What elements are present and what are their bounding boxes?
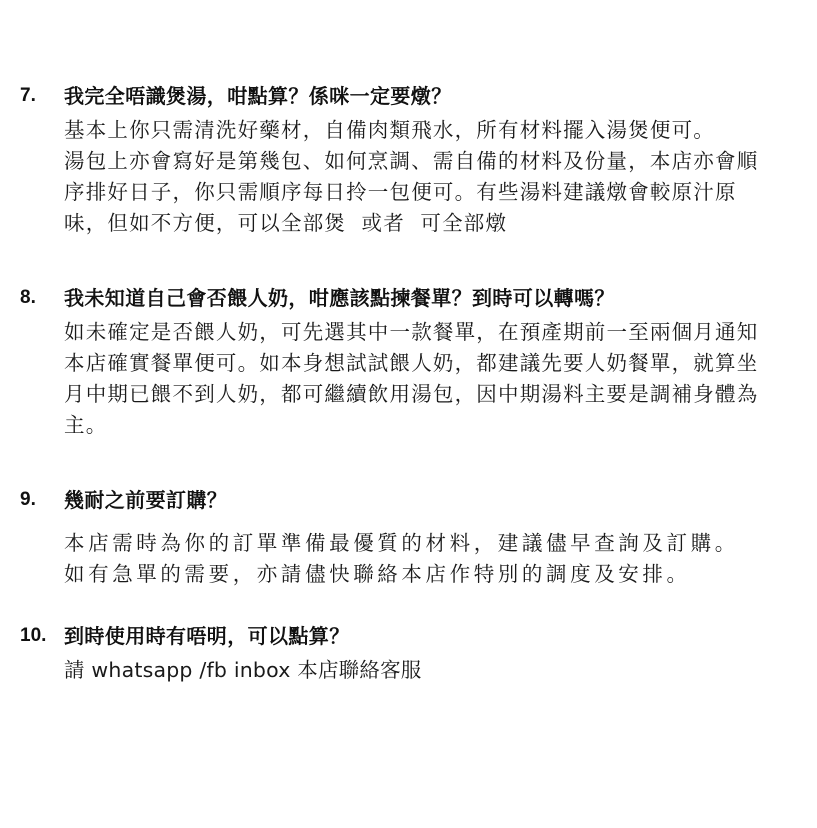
answer-line: 序排好日子，你只需順序每日拎一包便可。有些湯料建議燉會較原汁原	[64, 180, 737, 204]
answer-line: 主。	[64, 413, 108, 437]
answer-line: 如有急單的需要，亦請儘快聯絡本店作特別的調度及安排。	[64, 562, 691, 586]
faq-number: 10.	[20, 625, 47, 646]
faq-answer	[64, 655, 799, 686]
answer-line: 月中期已餵不到人奶，都可繼續飲用湯包，因中期湯料主要是調補身體為	[64, 382, 759, 406]
answer-line: 請 whatsapp /fb inbox 本店聯絡客服	[64, 658, 422, 682]
faq-question: 到時使用時有唔明，可以點算？	[64, 624, 350, 648]
faq-number: 8.	[20, 287, 36, 308]
answer-line: 基本上你只需清洗好藥材，自備肉類飛水，所有材料擺入湯煲便可。	[64, 118, 715, 142]
faq-question: 我完全唔識煲湯，咁點算？係咪一定要燉？	[64, 84, 452, 108]
answer-line: 本店確實餐單便可。如本身想試試餵人奶，都建議先要人奶餐單，就算坐	[64, 351, 759, 375]
faq-number: 7.	[20, 85, 36, 106]
faq-answer	[64, 317, 799, 441]
faq-answer	[64, 528, 799, 590]
faq-question: 幾耐之前要訂購？	[64, 488, 228, 512]
answer-line: 味，但如不方便，可以全部煲 或者 可全部燉	[64, 211, 508, 235]
faq-number: 9.	[20, 489, 36, 510]
answer-line: 湯包上亦會寫好是第幾包、如何烹調、需自備的材料及份量，本店亦會順	[64, 149, 759, 173]
faq-answer	[64, 115, 799, 239]
answer-line: 如未確定是否餵人奶，可先選其中一款餐單，在預產期前一至兩個月通知	[64, 320, 759, 344]
faq-question: 我未知道自己會否餵人奶，咁應該點揀餐單？到時可以轉嗎？	[64, 286, 615, 310]
answer-line: 本店需時為你的訂單準備最優質的材料，建議儘早查詢及訂購。	[64, 531, 739, 555]
